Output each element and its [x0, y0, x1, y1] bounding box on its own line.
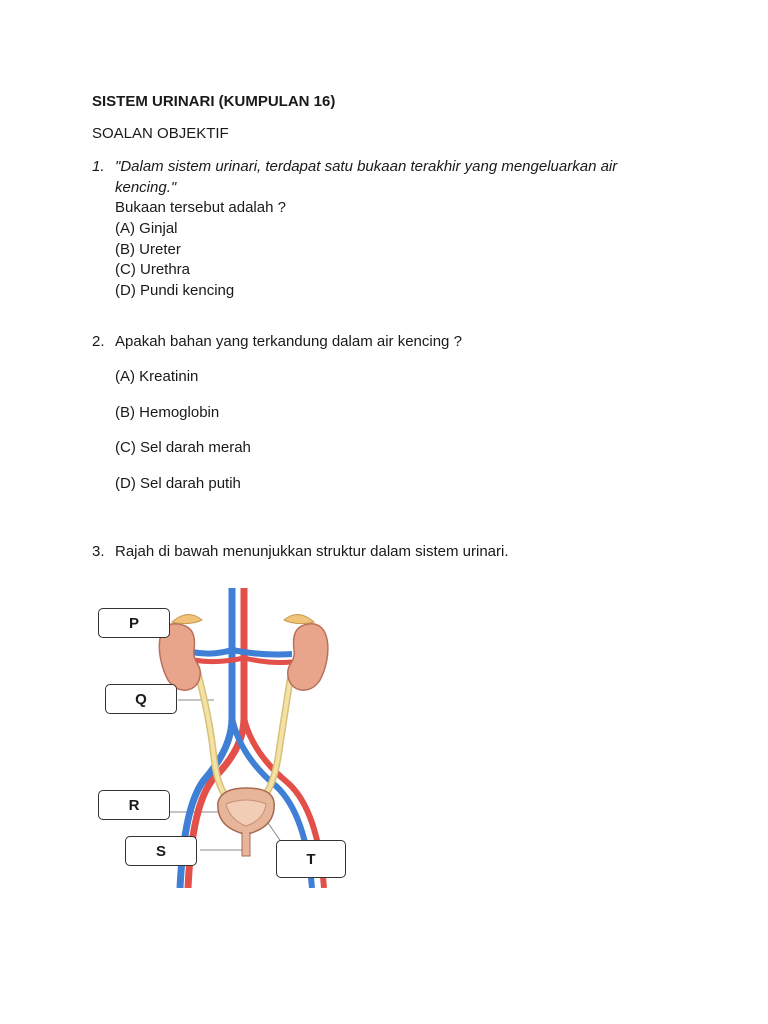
renal-artery-right: [244, 658, 292, 663]
label-p: P: [98, 608, 170, 638]
option-a: (A) Ginjal: [115, 220, 178, 237]
question-quote-line-1: "Dalam sistem urinari, terdapat satu bukaan terakhir yang mengeluarkan air: [115, 158, 618, 175]
kidney-right: [288, 624, 328, 690]
question-number: 1.: [92, 158, 105, 175]
label-s: S: [125, 836, 197, 866]
urinary-system-diagram: [92, 588, 362, 888]
option-c: (C) Sel darah merah: [115, 439, 251, 456]
question-prompt: Bukaan tersebut adalah ?: [115, 199, 286, 216]
question-quote-line-2: kencing.": [115, 179, 177, 196]
label-q: Q: [105, 684, 177, 714]
option-b: (B) Ureter: [115, 241, 181, 258]
renal-artery-left: [194, 658, 244, 662]
question-prompt: Apakah bahan yang terkandung dalam air kencing ?: [115, 333, 462, 350]
adrenal-left: [172, 614, 202, 623]
adrenal-right: [284, 614, 314, 623]
section-heading: SOALAN OBJEKTIF: [92, 125, 229, 142]
urethra: [242, 832, 250, 856]
document-title: SISTEM URINARI (KUMPULAN 16): [92, 93, 336, 110]
label-r: R: [98, 790, 170, 820]
question-number: 3.: [92, 543, 105, 560]
renal-vein-right: [232, 650, 292, 655]
label-t: T: [276, 840, 346, 878]
option-d: (D) Pundi kencing: [115, 282, 235, 299]
question-number: 2.: [92, 333, 105, 350]
renal-vein-left: [192, 650, 232, 654]
option-a: (A) Kreatinin: [115, 368, 199, 385]
option-d: (D) Sel darah putih: [115, 475, 241, 492]
option-c: (C) Urethra: [115, 261, 191, 278]
question-prompt: Rajah di bawah menunjukkan struktur dalam sistem urinari.: [115, 543, 509, 560]
option-b: (B) Hemoglobin: [115, 404, 220, 421]
